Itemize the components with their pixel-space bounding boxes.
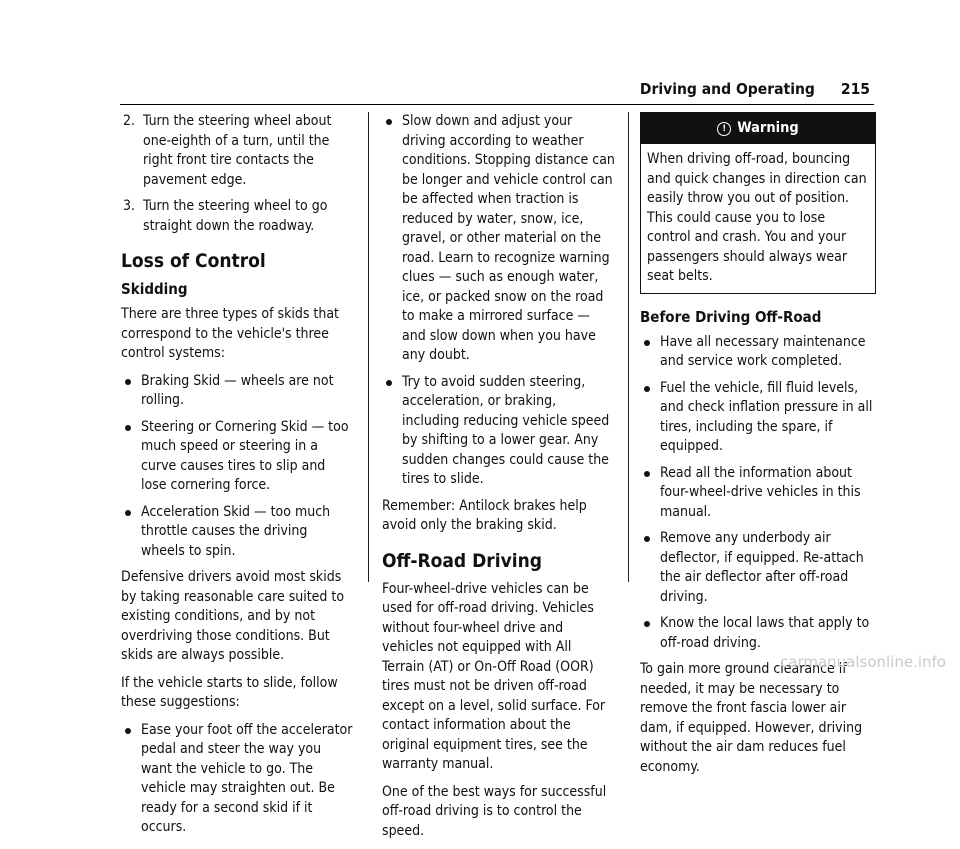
bullet-icon [125, 728, 131, 734]
section-title: Driving and Operating [639, 80, 815, 98]
slide-tips-list [121, 721, 354, 838]
list-item: Know the local laws that apply to off-road driving. [640, 614, 876, 653]
list-item: Have all necessary maintenance and service work completed. [640, 333, 876, 372]
header-rule [120, 104, 874, 105]
bullet-icon [644, 386, 650, 392]
before-driving-list [640, 333, 876, 654]
paragraph-slide: If the vehicle starts to slide, follow these suggestions: [121, 674, 338, 710]
warning-header [641, 113, 875, 144]
bullet-icon [386, 380, 392, 386]
list-item: Ease your foot off the accelerator pedal and steer the way you want the vehicle to go. The vehicle may straighten out. Be ready for a second skid if it occurs. [121, 721, 354, 838]
warning-box [640, 112, 876, 294]
bullet-icon [644, 536, 650, 542]
heading-off-road-driving: Off-Road Driving [382, 549, 542, 572]
warning-title: Warning [737, 120, 799, 136]
bullet-icon [644, 471, 650, 477]
bullet-icon [125, 425, 131, 431]
list-item: Remove any underbody air deflector, if equipped. Re-attach the air deflector after off-road driving. [640, 529, 876, 607]
page-number: 215 [840, 80, 870, 98]
list-item: Steering or Cornering Skid — too much speed or steering in a curve causes tires to slip and lose cornering force. [121, 418, 354, 496]
paragraph-skids-intro: There are three types of skids that correspond to the vehicle's three control systems: [121, 306, 339, 361]
column-divider [628, 112, 629, 582]
step-item: 3. Turn the steering wheel to go straight down the roadway. [123, 198, 328, 234]
step-item: 2. Turn the steering wheel about one-eighth of a turn, until the right front tire contacts the pavement edge. [123, 113, 332, 188]
watermark: carmanualsonline.info [780, 652, 946, 671]
column-divider [368, 112, 369, 582]
warning-icon: ! [717, 122, 731, 136]
heading-before-driving-off-road: Before Driving Off-Road [640, 307, 822, 326]
column-3 [640, 112, 876, 785]
column-1 [121, 112, 354, 845]
list-item: Read all the information about four-wheel-drive vehicles in this manual. [640, 464, 876, 523]
list-item: Slow down and adjust your driving according to weather conditions. Stopping distance can be longer and vehicle control can be affected when traction is reduced by water, snow, ice, gravel, or other material on the road. Learn to recognize warning clues — such as enough water, ice, or packed snow on the road to make a mirrored surface — and slow down when you have any doubt. [382, 112, 615, 366]
bullet-icon [125, 510, 131, 516]
bullet-icon [644, 340, 650, 346]
paragraph-defensive: Defensive drivers avoid most skids by taking reasonable care suited to existing conditions, and by not overdriving those conditions. But skids are always possible. [121, 569, 345, 663]
paragraph-best-ways: One of the best ways for successful off-road driving is to control the speed. [382, 783, 607, 839]
list-item: Fuel the vehicle, fill fluid levels, and check inflation pressure in all tires, including the spare, if equipped. [640, 379, 876, 457]
warning-text: When driving off-road, bouncing and quick changes in direction can easily throw you out of position. This could cause you to lose control and crash. You and your passengers should always wear seat belts. [647, 151, 867, 284]
paragraph-remember: Remember: Antilock brakes help avoid only the braking skid. [382, 497, 587, 533]
bullet-icon [386, 119, 392, 125]
list-item: Braking Skid — wheels are not rolling. [121, 372, 354, 411]
list-item: Acceleration Skid — too much throttle causes the driving wheels to spin. [121, 503, 354, 562]
heading-skidding: Skidding [121, 280, 188, 298]
list-item: Try to avoid sudden steering, acceleration, or braking, including reducing vehicle speed by shifting to a lower gear. Any sudden changes could cause the tires to slide. [382, 373, 615, 490]
skid-types-list [121, 372, 354, 562]
column-2 [382, 112, 615, 849]
heading-loss-of-control: Loss of Control [121, 250, 266, 272]
page-header [640, 80, 870, 100]
bullet-icon [125, 379, 131, 385]
driving-tips-list [382, 112, 615, 490]
paragraph-off-road: Four-wheel-drive vehicles can be used for off-road driving. Vehicles without four-wheel drive and vehicles not equipped with All Terrain (AT) or On-Off Road (OOR) tires must not be driven off-road except on a level, solid surface. For contact information about the original equipment tires, see the warranty manual. [382, 580, 606, 772]
bullet-icon [644, 621, 650, 627]
paragraph-ground-clearance: To gain more ground clearance if needed, it may be necessary to remove the front fascia lower air dam, if equipped. However, driving without the air dam reduces fuel economy. [640, 661, 863, 775]
